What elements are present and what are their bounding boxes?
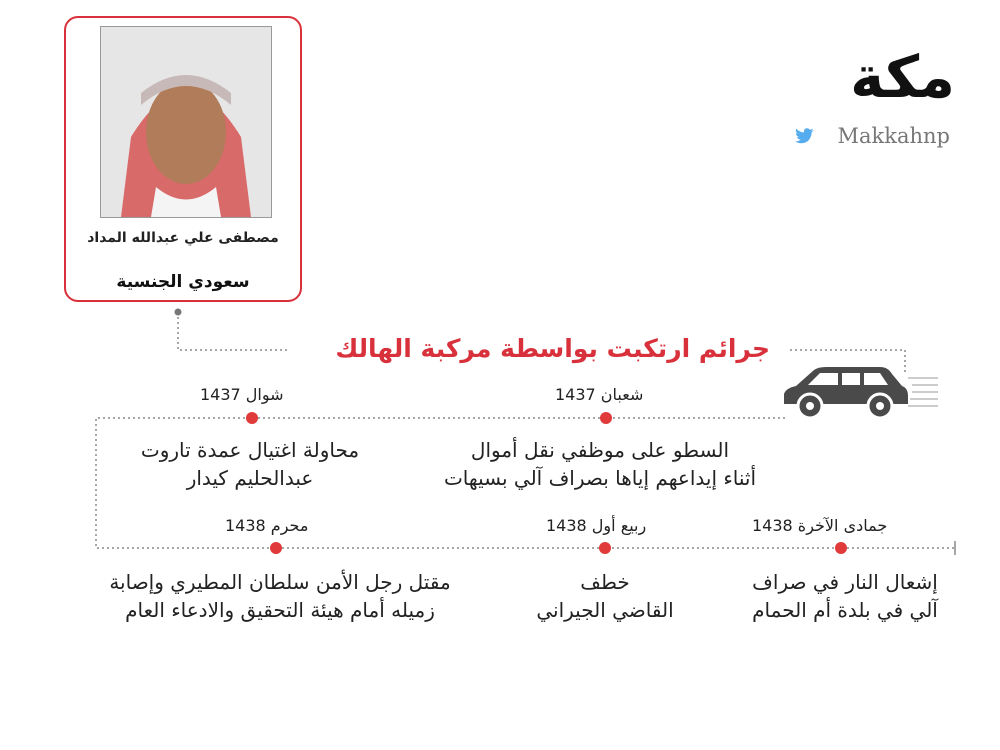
logo-handle: Makkahnp — [837, 124, 950, 148]
event-line: زميله أمام هيئة التحقيق والادعاء العام — [125, 598, 435, 622]
event-line: آلي في بلدة أم الحمام — [752, 598, 938, 622]
event-line: مقتل رجل الأمن سلطان المطيري وإصابة — [109, 570, 451, 594]
event-date: جمادى الآخرة 1438 — [752, 516, 888, 535]
timeline-dot — [270, 542, 282, 554]
event-line: أثناء إيداعهم إياها بصراف آلي بسيهات — [443, 466, 757, 490]
event-description — [515, 568, 695, 624]
event-date: محرم 1438 — [225, 516, 309, 535]
event-description — [110, 436, 390, 492]
event-line: خطف — [580, 570, 630, 594]
timeline-dot — [246, 412, 258, 424]
car-icon — [780, 364, 940, 424]
makkah-logo — [780, 43, 980, 158]
timeline-dot — [599, 542, 611, 554]
timeline-dot — [835, 542, 847, 554]
suspect-name: مصطفى علي عبدالله المداد — [87, 230, 279, 246]
event-date: شعبان 1437 — [555, 385, 644, 404]
suspect-photo — [100, 26, 272, 218]
suspect-nationality: سعودي الجنسية — [116, 272, 250, 292]
suspect-card — [64, 16, 302, 302]
event-line: القاضي الجيراني — [536, 598, 674, 622]
logo-wordmark: مكة — [850, 43, 955, 111]
event-description — [410, 436, 790, 492]
event-line: محاولة اغتيال عمدة تاروت — [140, 438, 360, 462]
event-line: السطو على موظفي نقل أموال — [470, 438, 730, 462]
timeline-dot — [600, 412, 612, 424]
event-description — [70, 568, 490, 624]
event-date: شوال 1437 — [200, 385, 284, 404]
event-line: إشعال النار في صراف — [752, 570, 938, 594]
event-description — [725, 568, 965, 624]
twitter-bird-icon — [795, 128, 815, 148]
event-date: ربيع أول 1438 — [546, 516, 647, 535]
event-line: عبدالحليم كيدار — [186, 466, 314, 490]
infographic-title: جرائم ارتكبت بواسطة مركبة الهالك — [335, 334, 770, 363]
